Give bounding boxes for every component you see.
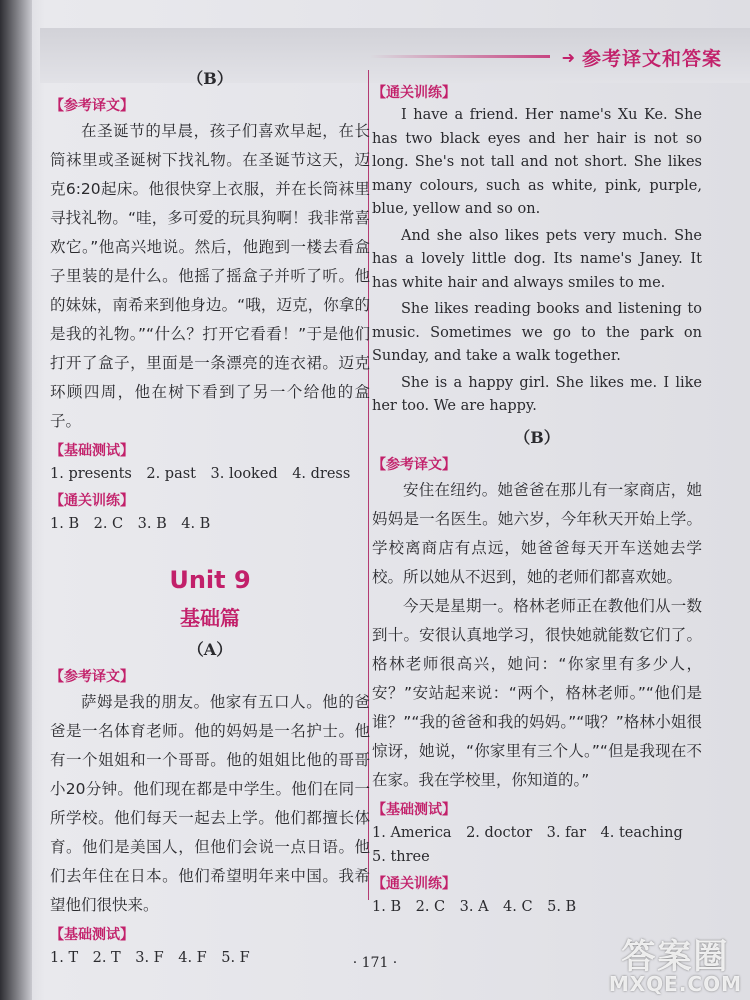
passage-paragraph: She likes reading books and listening to music. Sometimes we go to the park on Sunday, and take a walk together. xyxy=(372,301,702,364)
translation2-label: 【参考译文】 xyxy=(50,669,134,685)
header-rule xyxy=(370,55,550,58)
basic-test2-answers: 1. T 2. T 3. F 4. F 5. F xyxy=(50,950,250,966)
page-number: · 171 · xyxy=(352,955,398,971)
training-label-right: 【通关训练】 xyxy=(372,85,456,101)
translation-label: 【参考译文】 xyxy=(50,98,134,114)
unit-title: Unit 9 xyxy=(169,566,251,594)
passage-paragraph: I have a friend. Her name's Xu Ke. She has two black eyes and her hair is not so long. She's not tall and not short. She likes many colours, such as white, pink, purple, blue, yellow and so on. xyxy=(372,107,702,217)
basic-test-label-right: 【基础测试】 xyxy=(372,801,456,818)
section-b-heading-right: （B） xyxy=(514,427,560,447)
basic-test2-label: 【基础测试】 xyxy=(50,927,134,943)
watermark-cn: 答案圈 xyxy=(621,937,730,977)
training2-answers-right: 1. B 2. C 3. A 4. C 5. B xyxy=(372,898,577,915)
left-column xyxy=(50,60,370,974)
translation-paragraph: 安住在纽约。她爸爸在那儿有一家商店，她妈妈是一名医生。她六岁，今年秋天开始上学。学校离商店有点远，她爸爸每天开车送她去学校。所以她从不迟到，她的老师们都喜欢她。 xyxy=(372,480,702,586)
translation-label-right: 【参考译文】 xyxy=(372,456,456,473)
section-b-heading: （B） xyxy=(187,69,233,88)
basic-test-label: 【基础测试】 xyxy=(50,443,134,459)
passage-paragraph: And she also likes pets very much. She has a lovely little dog. Its name's Janey. It has white hair and always smiles to me. xyxy=(372,227,702,291)
training-label: 【通关训练】 xyxy=(50,493,134,509)
basic-test-answers: 1. presents 2. past 3. looked 4. dress xyxy=(50,466,351,482)
watermark-logo xyxy=(608,937,742,996)
basic-part-title: 基础篇 xyxy=(180,606,240,630)
section-a-heading: （A） xyxy=(187,640,233,659)
watermark-en: MXQE.COM xyxy=(608,972,742,996)
translation-text: 在圣诞节的早晨，孩子们喜欢早起，在长筒袜里或圣诞树下找礼物。在圣诞节这天，迈克6:20起床。他很快穿上衣服，并在长筒袜里寻找礼物。“哇，多可爱的玩具狗啊！我非常喜欢它。”他高兴地说。然后，他跑到一楼去看盒子里装的是什么。他摇了摇盒子并听了听。他的妹妹，南希来到他身边。“哦，迈克，你拿的是我的礼物。”“什么？打开它看看！”于是他们打开了盒子，里面是一条漂亮的连衣裙。迈克环顾四周，他在树下看到了另一个给他的盒子。 xyxy=(50,122,370,430)
running-header xyxy=(562,44,722,71)
right-column xyxy=(372,78,702,923)
header-title-text: 参考译文和答案 xyxy=(581,48,722,70)
arrow-right-icon: ➜ xyxy=(561,48,576,67)
passage-paragraph: She is a happy girl. She likes me. I like her too. We are happy. xyxy=(372,374,702,414)
translation2-text: 萨姆是我的朋友。他家有五口人。他的爸爸是一名体育老师。他的妈妈是一名护士。他有一个姐姐和一个哥哥。他的姐姐比他的哥哥小20分钟。他们现在都是中学生。他们在同一所学校。他们每天一起去上学。他们都擅长体育。他们是美国人，但他们会说一点日语。他们去年住在日本。他们希望明年来中国。我希望他们很快来。 xyxy=(50,693,370,914)
training-answers: 1. B 2. C 3. B 4. B xyxy=(50,516,211,532)
training2-label-right: 【通关训练】 xyxy=(372,875,456,892)
book-spine xyxy=(0,0,32,1000)
basic-test-answers-right: 1. America 2. doctor 3. far 4. teaching 5. three xyxy=(372,824,698,865)
translation-paragraph: 今天是星期一。格林老师正在教他们从一数到十。安很认真地学习，很快她就能数它们了。格林老师很高兴，她问：“你家里有多少人，安？”安站起来说：“两个，格林老师。”“他们是谁？”“我的爸爸和我的妈妈。”“哦？”格林小姐很惊讶，她说，“你家里有三个人。”“但是我现在不在家。我在学校里，你知道的。” xyxy=(372,596,702,789)
